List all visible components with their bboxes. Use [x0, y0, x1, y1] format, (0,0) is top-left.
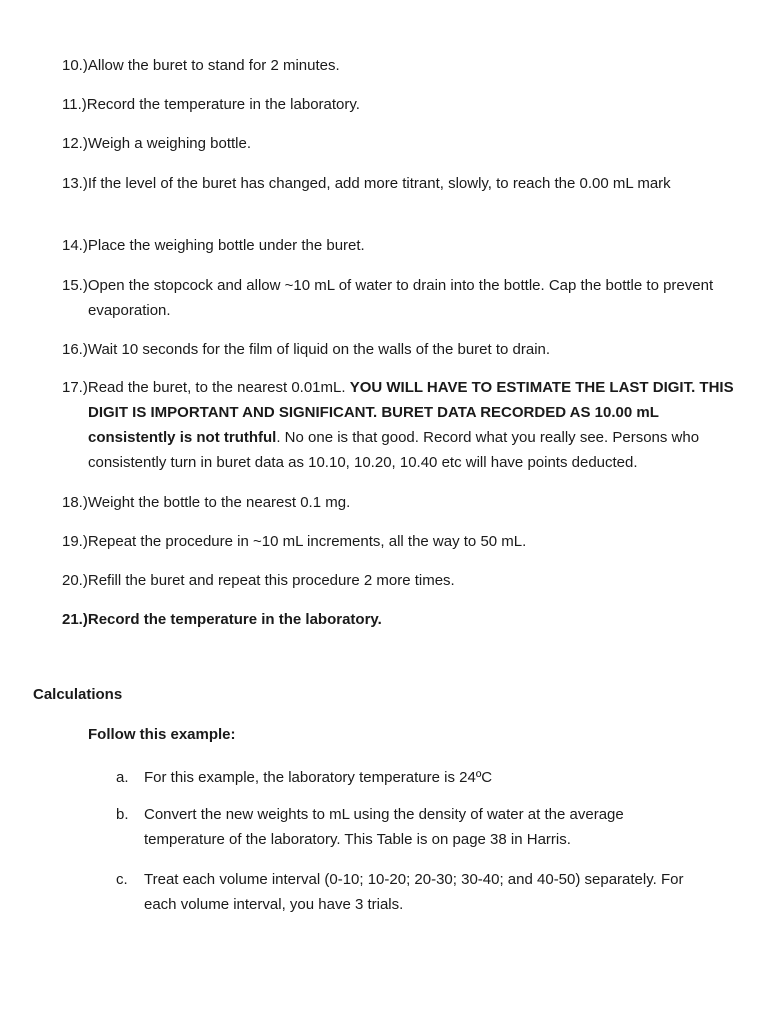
procedure-step-20 [62, 568, 712, 593]
procedure-step-21 [62, 607, 712, 632]
item-text: Treat each volume interval (0-10; 10-20; 20-30; 30-40; and 40-50) separately. For each volume interval, you have 3 trials. [144, 871, 684, 913]
item-letter: b. [116, 806, 129, 823]
step-text: Read the buret, to the nearest 0.01mL. [87, 379, 346, 396]
procedure-step-10 [62, 53, 712, 78]
calc-item-b [116, 802, 656, 852]
step-text: Record the temperature in the laboratory. [86, 96, 360, 113]
step-number: 16.) [62, 341, 88, 358]
item-letter: a. [116, 769, 129, 786]
procedure-step-17 [62, 375, 748, 475]
example-subheading: Follow this example: [88, 726, 236, 743]
calc-item-c [116, 867, 686, 917]
procedure-step-19 [62, 529, 712, 554]
step-text-continued: . No one is that good. Record what you really see. Persons who consistently turn in buret data as 10.10, 10.20, 10.40 etc will have points deducted. [88, 429, 700, 471]
item-letter: c. [116, 871, 128, 888]
step-text: Allow the buret to stand for 2 minutes. [87, 57, 340, 74]
step-number: 14.) [62, 237, 88, 254]
calc-item-a [116, 765, 696, 790]
item-text: For this example, the laboratory temperature is 24ºC [144, 769, 493, 786]
procedure-step-12 [62, 131, 712, 156]
procedure-step-18 [62, 490, 712, 515]
step-text: Repeat the procedure in ~10 mL increments, all the way to 50 mL. [87, 533, 527, 550]
item-text: Convert the new weights to mL using the density of water at the average temperature of the laboratory. This Table is on page 38 in Harris. [144, 806, 624, 848]
step-text: Place the weighing bottle under the buret. [87, 237, 365, 254]
step-text: If the level of the buret has changed, add more titrant, slowly, to reach the 0.00 mL mark [87, 175, 671, 192]
calculations-heading: Calculations [33, 686, 123, 703]
step-number: 10.) [62, 57, 88, 74]
step-text: Weigh a weighing bottle. [87, 135, 252, 152]
step-number: 20.) [62, 572, 88, 589]
procedure-step-15 [62, 273, 748, 323]
step-number: 17.) [62, 379, 88, 396]
procedure-step-13 [62, 171, 708, 196]
step-number: 11.) [62, 96, 87, 113]
step-number: 12.) [62, 135, 88, 152]
step-text: Record the temperature in the laboratory. [87, 611, 382, 628]
procedure-step-14 [62, 233, 712, 258]
step-text: Weight the bottle to the nearest 0.1 mg. [87, 494, 351, 511]
procedure-step-16 [62, 337, 712, 362]
step-text: Wait 10 seconds for the film of liquid on the walls of the buret to drain. [87, 341, 551, 358]
step-number: 21.) [62, 611, 88, 628]
step-number: 18.) [62, 494, 88, 511]
step-number: 19.) [62, 533, 88, 550]
step-text: Refill the buret and repeat this procedure 2 more times. [87, 572, 455, 589]
procedure-step-11 [62, 92, 712, 117]
step-number: 13.) [62, 175, 88, 192]
step-text: Open the stopcock and allow ~10 mL of water to drain into the bottle. Cap the bottle to prevent evaporation. [87, 277, 714, 319]
step-emphasis-text: YOU WILL HAVE TO ESTIMATE THE LAST DIGIT. THIS DIGIT IS IMPORTANT AND SIGNIFICANT. BURET DATA RECORDED AS 10.00 mL consistently is not truthful [88, 379, 734, 446]
step-number: 15.) [62, 277, 88, 294]
